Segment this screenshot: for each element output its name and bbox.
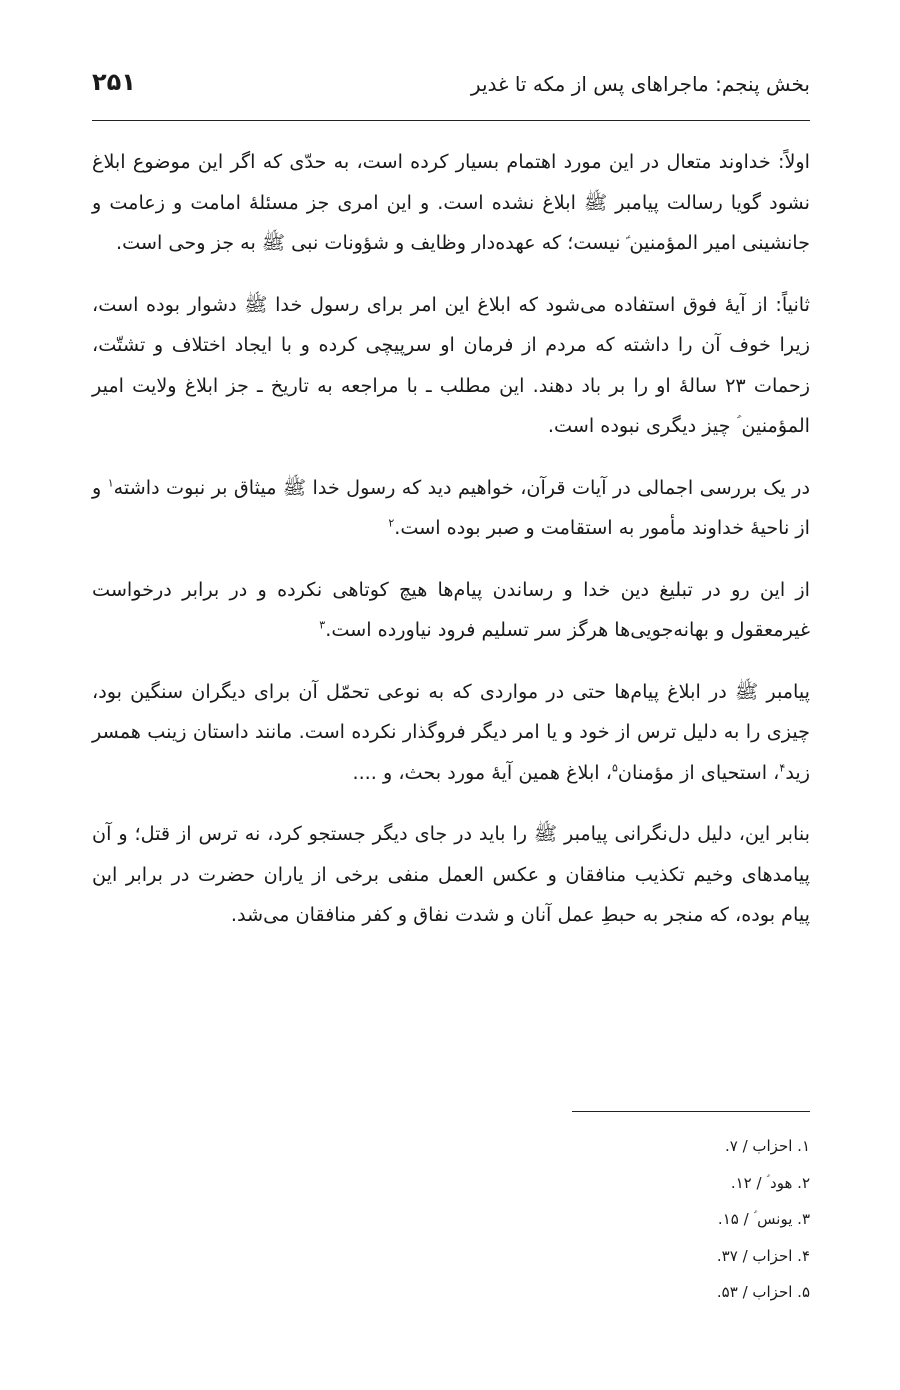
paragraph-quran-review bbox=[92, 468, 810, 549]
paragraph-thaniyan: ثانیاً: از آیهٔ فوق استفاده می‌شود که ابلاغ این امر برای رسول خدا ﷺ دشوار بوده است، زیرا خوف آن را داشته که مردم از فرمان او سرپیچی کرده و با ایجاد اختلاف و تشتّت، زحمات ۲۳ سالهٔ او را بر باد دهند. این مطلب ـ با مراجعه به تاریخ ـ جز ابلاغ ولایت امیر المؤمنین ؑ چیز دیگری نبوده است. bbox=[92, 292, 811, 437]
page-header bbox=[92, 60, 810, 121]
footnote-ref: ۵ bbox=[611, 761, 618, 775]
paragraph-examples bbox=[92, 672, 810, 794]
footnote-divider bbox=[572, 1111, 810, 1112]
footnote-ref: ۱ bbox=[107, 476, 114, 490]
footnote-ref: ۲ bbox=[388, 516, 395, 530]
footnote-ref: ۳ bbox=[319, 618, 326, 632]
paragraph-text: ، ابلاغ همین آیهٔ مورد بحث، و .... bbox=[352, 760, 612, 784]
footnote-item: ۲. هود ؑ / ۱۲. bbox=[730, 1173, 810, 1192]
paragraph-text: از این رو در تبلیغ دین خدا و رساندن پیام‌ها هیچ کوتاهی نکرده و در برابر درخواست غیرمعقول و بهانه‌جویی‌ها هرگز سر تسلیم فرود نیاورده است. bbox=[92, 577, 810, 641]
paragraph-awalan: اولاً: خداوند متعال در این مورد اهتمام بسیار کرده است، به حدّی که اگر این موضوع ابلاغ نشود گویا رسالت پیامبر ﷺ ابلاغ نشده است. و این امری جز مسئلهٔ امامت و زعامت و جانشینی امیر المؤمنین ؑ نیست؛ که عهده‌دار وظایف و شؤونات نبی ﷺ به جز وحی است. bbox=[92, 150, 810, 254]
paragraph-text: و از ناحیهٔ خداوند مأمور به استقامت و صبر بوده است. bbox=[92, 475, 810, 539]
footnote-item: ۳. یونس ؑ / ۱۵. bbox=[717, 1210, 810, 1228]
paragraph-tabligh bbox=[92, 570, 810, 651]
paragraph-conclusion: بنابر این، دلیل دل‌نگرانی پیامبر ﷺ را باید در جای دیگر جستجو کرد، نه ترس از قتل؛ و آن پیامدهای وخیم تکذیب منافقان و عکس العمل منفی برخی از یاران حضرت در برابر این پیام بوده، که منجر به حبطِ عمل آنان و شدت نفاق و کفر منافقان می‌شد. bbox=[92, 822, 810, 926]
footnote-ref: ۴ bbox=[779, 761, 786, 775]
paragraph-text: پیامبر ﷺ در ابلاغ پیام‌ها حتی در مواردی که به نوعی تحمّل آن برای دیگران سنگین بود، چیزی را به دلیل ترس از خود و یا امر دیگر فروگذار نکرده است. مانند داستان زینب همسر زید bbox=[92, 679, 810, 784]
paragraph-text: در یک بررسی اجمالی در آیات قرآن، خواهیم دید که رسول خدا ﷺ میثاق بر نبوت داشته bbox=[113, 475, 810, 499]
body-text bbox=[92, 142, 810, 957]
running-head: بخش پنجم: ماجراهای پس از مکه تا غدیر bbox=[470, 72, 810, 96]
footnote-item: ۴. احزاب / ۳۷. bbox=[716, 1246, 810, 1265]
footnotes bbox=[510, 1128, 810, 1311]
paragraph-text: ، استحیای از مؤمنان bbox=[617, 760, 780, 784]
page-number: ۲۵۱ bbox=[92, 68, 136, 96]
footnote-item: ۱. احزاب / ۷. bbox=[724, 1137, 810, 1155]
footnote-item: ۵. احزاب / ۵۳. bbox=[716, 1283, 810, 1301]
